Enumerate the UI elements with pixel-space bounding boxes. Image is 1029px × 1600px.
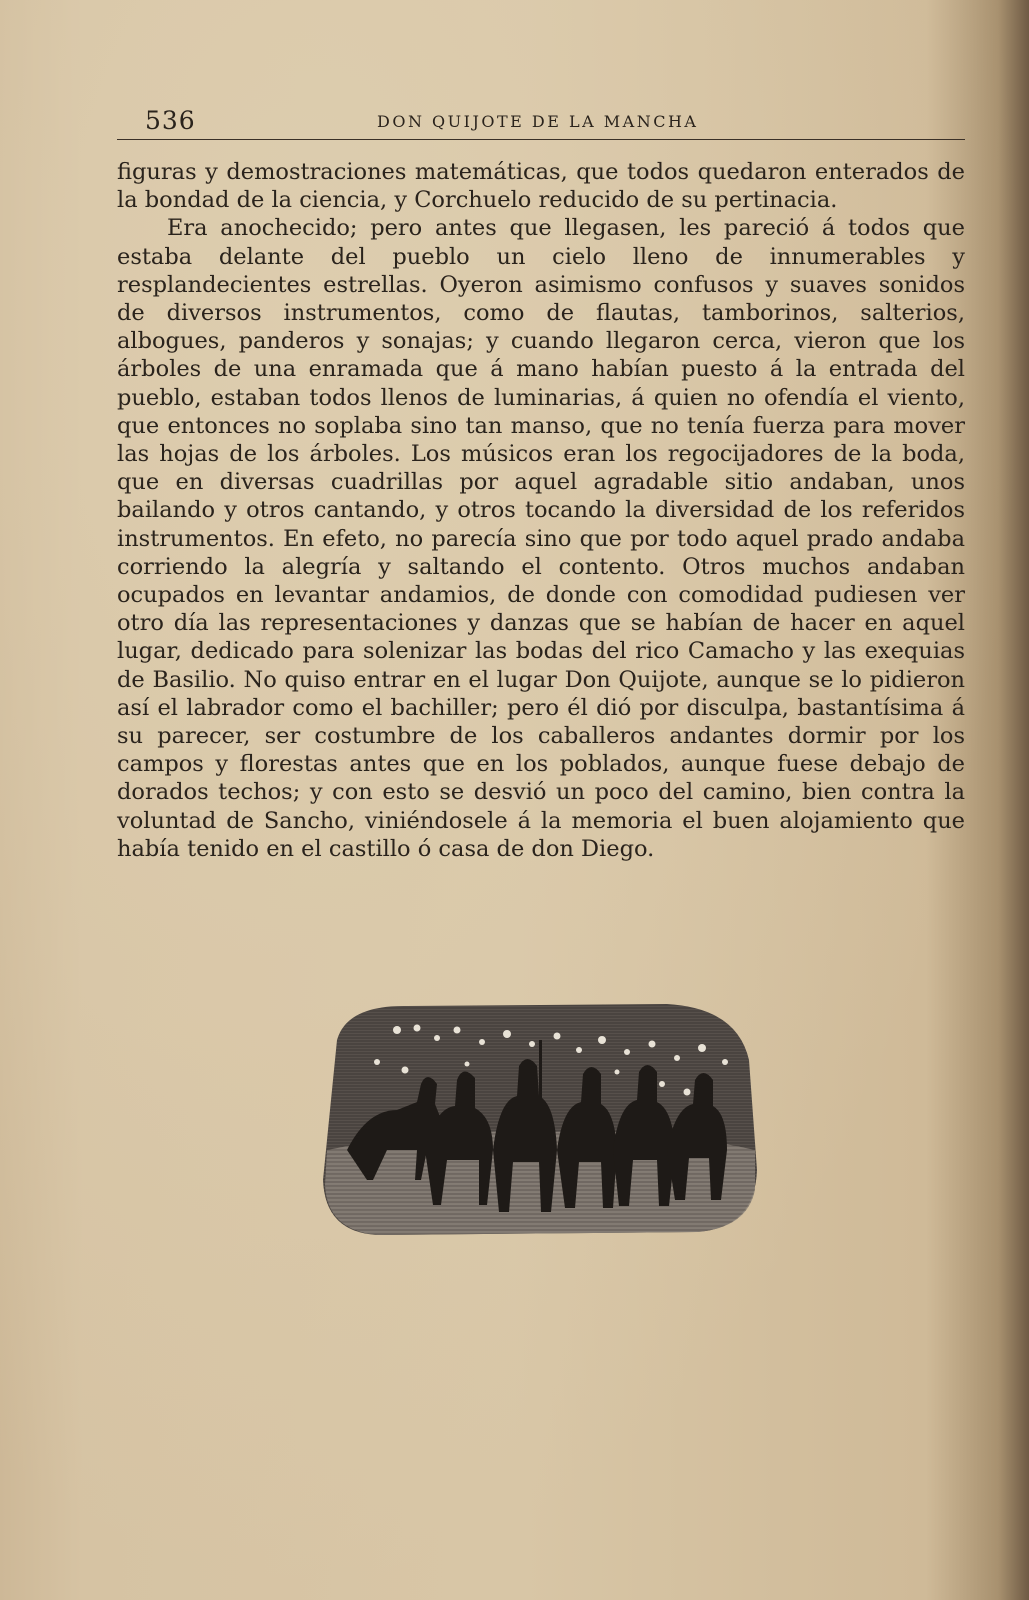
paragraph-2: Era anochecido; pero antes que llegasen, les pareció á todos que estaba delante del pueblo un cielo lleno de innumerables y resplandecientes estrellas. Oyeron asimismo confusos y suaves sonidos de diversos instrumentos, como de flautas, tamborinos, salterios, albogues, panderos y sonajas; y cuando llegaron cerca, vieron que los árboles de una enramada que á mano habían puesto á la entrada del pueblo, estaban todos llenos de luminarias, á quien no ofendía el viento, que entonces no soplaba sino tan manso, que no tenía fuerza para mover las hojas de los árboles. Los músicos eran los regocijadores de la boda, que en diversas cuadrillas por aquel agradable sitio andaban, unos bailando y otros cantando, y otros tocando la diversidad de los referidos instrumentos. En efeto, no parecía sino que por todo aquel prado andaba corriendo la alegría y saltando el contento. Otros muchos andaban ocupados en levantar andamios, de donde con comodidad pudiesen ver otro día las representaciones y danzas que se habían de hacer en aquel lugar, dedicado para solenizar las bodas del rico Camacho y las exequias de Basilio. No quiso entrar en el lugar Don Quijote, aunque se lo pidieron así el labrador como el bachiller; pero él dió por disculpa, bastantísima á su parecer, ser costumbre de los caballeros andantes dormir por los campos y florestas antes que en los poblados, aunque fuese debajo de dorados techos; y con esto se desvió un poco del camino, bien contra la voluntad de Sancho, viniéndosele á la memoria el buen alojamiento que había tenido en el castillo ó casa de don Diego. [117, 215, 965, 862]
body-text [117, 158, 965, 863]
paragraph-1: figuras y demostraciones matemáticas, que todos quedaron enterados de la bondad de la ciencia, y Corchuelo reducido de su pertinacia. [117, 159, 965, 214]
page-header [117, 102, 962, 134]
running-head: DON QUIJOTE DE LA MANCHA [377, 112, 699, 131]
riders-at-night-icon [317, 1000, 762, 1240]
page-number: 536 [145, 106, 196, 135]
header-rule [117, 139, 965, 140]
